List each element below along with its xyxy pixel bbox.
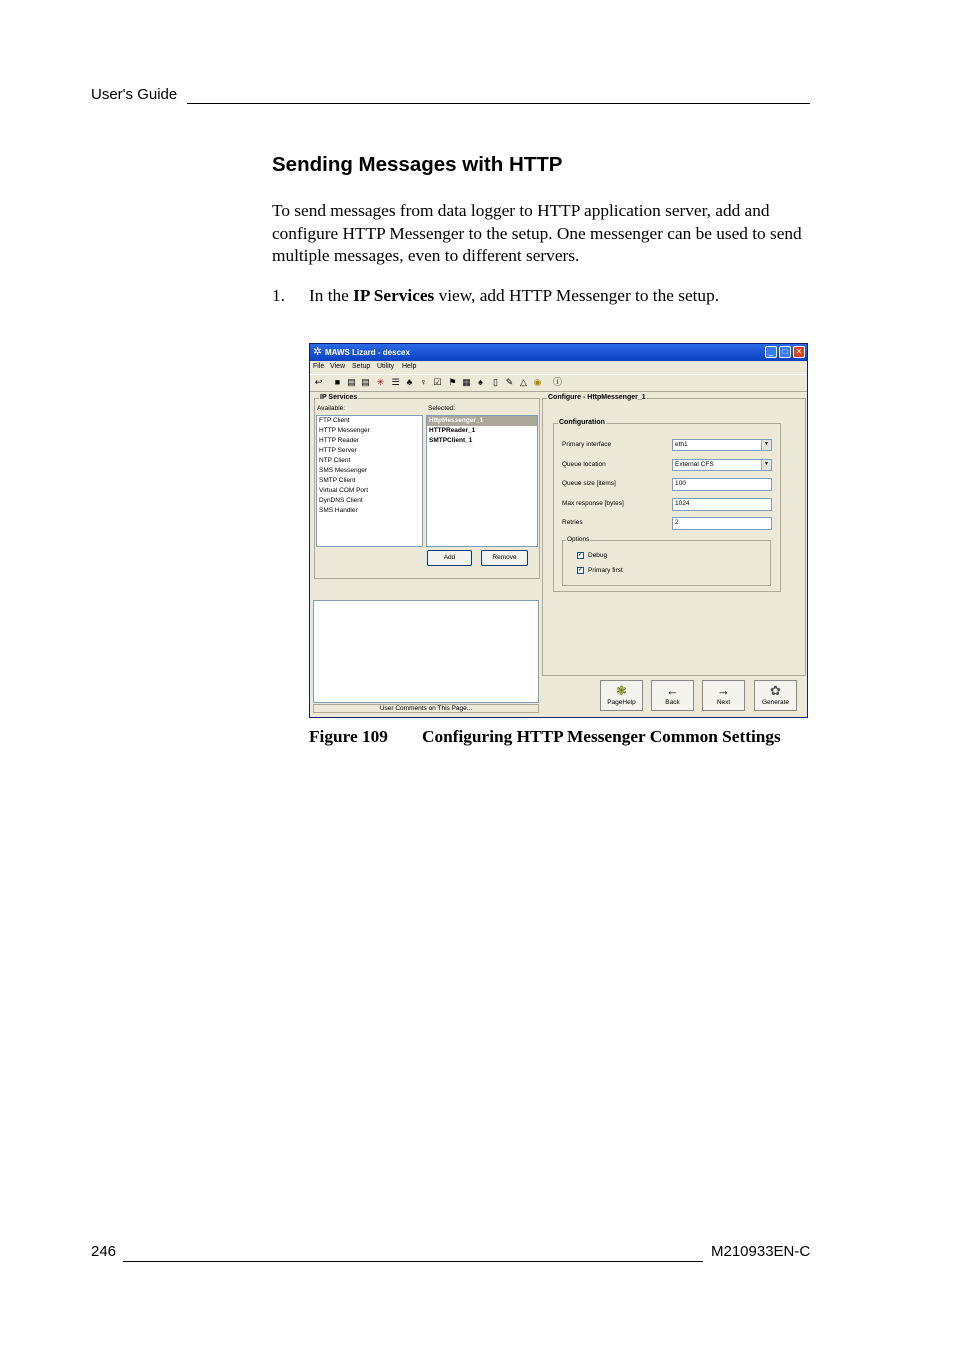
list-item[interactable]: NTP Client [319,457,351,464]
menu-file[interactable]: File [313,363,325,370]
window-titlebar [310,344,807,361]
globe-icon[interactable]: ◉ [533,377,542,387]
selected-list[interactable] [426,415,538,547]
bell-icon[interactable]: △ [520,377,527,387]
app-icon: ✲ [313,346,323,358]
pen-icon[interactable]: ✎ [505,377,514,387]
list-item[interactable]: SMS Messenger [319,467,368,474]
available-label: Available: [317,405,346,412]
document-icon[interactable]: ▯ [493,377,498,387]
list-item[interactable]: HTTP Messenger [319,427,370,434]
generate-button[interactable]: ✿ Generate [754,680,797,711]
configure-label: Configure - HttpMessenger_1 [548,394,646,401]
menubar [310,362,807,373]
user-comments-bar[interactable]: User Comments on This Page... [313,704,539,713]
debug-label: Debug [588,552,608,559]
step-1 [272,286,719,306]
help-icon: ❃ [616,683,627,698]
next-button[interactable]: → Next [702,680,745,711]
close-icon[interactable]: ✕ [793,346,805,358]
available-list[interactable] [316,415,423,547]
queue-location-label: Queue location [562,461,606,468]
retries-label: Retries [562,519,583,526]
queue-size-input[interactable]: 100 [672,478,772,491]
back-icon[interactable]: ↩ [314,377,323,387]
add-button[interactable]: Add [427,550,472,566]
minimize-icon[interactable]: _ [765,346,777,358]
list-item-selected[interactable]: HttpMessenger_1 [427,416,537,426]
tree-icon[interactable]: ♣ [406,377,413,387]
arrow-left-icon: ← [666,683,679,698]
list-item[interactable]: DynDNS Client [319,497,363,504]
remove-button[interactable]: Remove [481,550,528,566]
toolbar [310,374,807,392]
maws-lizard-window [309,343,808,718]
network-icon[interactable]: ♠ [478,377,483,387]
flag-icon[interactable]: ⚑ [448,377,457,387]
max-response-label: Max response [bytes] [562,500,624,507]
debug-checkbox[interactable]: ✓ [578,552,584,558]
stop-icon[interactable]: ■ [334,377,341,387]
queue-location-select[interactable] [672,459,772,471]
primary-interface-select[interactable] [672,439,772,451]
generate-icon: ✿ [770,683,781,698]
info-icon[interactable]: ⓘ [552,377,562,387]
options-label: Options [567,536,590,543]
step-text-post: view, add HTTP Messenger to the setup. [434,286,720,305]
chevron-down-icon[interactable]: ▼ [761,440,771,450]
retries-input[interactable]: 2 [672,517,772,530]
section-title: Sending Messages with HTTP [272,153,563,176]
running-header: User's Guide [91,86,178,103]
calc-icon[interactable]: ▦ [462,377,471,387]
header-rule [187,103,810,104]
bcd-icon[interactable]: ▤ [347,377,356,387]
person-icon[interactable]: ♀ [420,377,427,387]
step-number: 1. [272,286,285,305]
back-button[interactable]: ← Back [651,680,694,711]
primary-first-checkbox[interactable]: ✓ [578,567,584,573]
list-item[interactable]: SMS Handler [319,507,358,514]
selected-label: Selected: [428,405,456,412]
list-item[interactable]: FTP Client [319,417,350,424]
window-title: MAWS Lizard - descex [325,348,410,357]
dcv-icon[interactable]: ▤ [361,377,370,387]
max-response-input[interactable]: 1024 [672,498,772,511]
list-item[interactable]: SMTP Client [319,477,356,484]
checkbox-icon[interactable]: ☑ [433,377,442,387]
document-code: M210933EN-C [711,1243,811,1260]
figure-caption-text: Configuring HTTP Messenger Common Settings [422,727,781,746]
primary-interface-value: eth1 [675,441,688,448]
step-text-pre: In the [309,286,354,305]
primary-first-label: Primary first [588,567,623,574]
list-item[interactable]: HTTP Server [319,447,357,454]
figure-number: Figure 109 [309,727,388,746]
arrow-right-icon: → [717,683,730,698]
sensor-icon[interactable]: ✳ [376,377,385,387]
list-item[interactable]: HTTPReader_1 [429,427,476,434]
ip-services-label: IP Services [320,394,358,401]
primary-interface-label: Primary interface [562,441,612,448]
intro-paragraph: To send messages from data logger to HTTP application server, add and configure HTTP Messenger to the setup. One messenger can be used to send multiple messages, even to different servers. [272,201,802,265]
queue-size-label: Queue size [items] [562,480,616,487]
configuration-label: Configuration [559,419,605,426]
menu-help[interactable]: Help [402,363,417,370]
options-group [562,540,771,586]
menu-view[interactable]: View [330,363,346,370]
list-icon[interactable]: ☰ [391,377,400,387]
queue-location-value: External CFS [675,461,714,468]
maximize-icon[interactable]: □ [779,346,791,358]
page-number: 246 [91,1243,117,1260]
pagehelp-button[interactable]: ❃ PageHelp [600,680,643,711]
footer-rule [123,1261,703,1262]
list-item[interactable]: Virtual COM Port [319,487,369,494]
step-text-bold: IP Services [353,286,435,305]
comments-box[interactable] [313,600,539,703]
list-item[interactable]: HTTP Reader [319,437,359,444]
menu-utility[interactable]: Utility [377,363,395,370]
chevron-down-icon[interactable]: ▼ [761,460,771,470]
menu-setup[interactable]: Setup [352,363,371,370]
list-item[interactable]: SMTPClient_1 [429,437,473,444]
